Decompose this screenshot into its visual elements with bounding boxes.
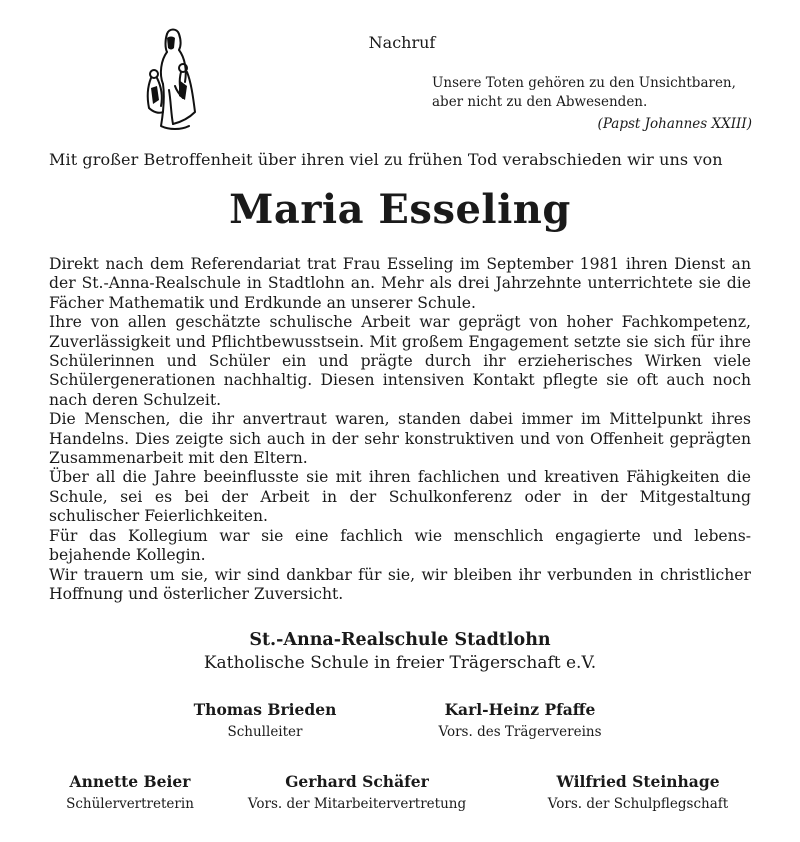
quote-source: (Papst Johannes XXIII) — [597, 116, 752, 132]
signatory-name: Annette Beier — [69, 772, 191, 791]
paragraph: Ihre von allen geschätzte schulische Arbeit war geprägt von hoher Fachkompetenz, Zuverlässigkeit und Pflichtbewusstsein. Mit großem Engagement setzte sie sich für ihre Schülerinnen und Schüler ein und prägte durch ihr erzieherisches Wirken viele Schülergenerationen nachhaltig. Diesen intensiven Kontakt pflegte sie oft auch noch nach deren Schulzeit. — [49, 313, 751, 409]
signatory-name: Gerhard Schäfer — [285, 772, 429, 791]
signatory — [165, 700, 365, 740]
signatory-role: Schülervertreterin — [66, 796, 194, 812]
st-anna-figure-logo — [143, 26, 201, 136]
quote-line-1: Unsere Toten gehören zu den Unsichtbaren, — [432, 75, 736, 91]
school-name: St.-Anna-Realschule Stadtlohn — [249, 630, 551, 650]
notice-title: Nachruf — [368, 33, 436, 52]
paragraph: Direkt nach dem Referendariat trat Frau Esseling im September 1981 ihren Dienst an der St.-Anna-Realschule in Stadtlohn an. Mehr als drei Jahrzehnte unterrichtete sie die Fächer Mathematik und Erdkunde an unserer Schule. — [49, 255, 751, 312]
intro-line: Mit großer Betroffenheit über ihren viel zu frühen Tod verabschieden wir uns von — [49, 150, 723, 169]
signatory-name: Wilfried Steinhage — [556, 772, 720, 791]
quote-line-2: aber nicht zu den Abwesenden. — [432, 94, 648, 110]
signatory-role: Schulleiter — [227, 724, 303, 740]
signatory — [232, 772, 482, 812]
deceased-name: Maria Esseling — [229, 186, 571, 233]
signatory — [420, 700, 620, 740]
paragraph: Für das Kollegium war sie eine fachlich wie menschlich engagierte und lebensbejahende Kollegin. — [49, 526, 751, 565]
signatory — [518, 772, 758, 812]
signatory-name: Thomas Brieden — [193, 700, 337, 719]
paragraph: Über all die Jahre beeinflusste sie mit ihren fachlichen und kreativen Fähigkeiten die Schule, sei es bei der Arbeit in der Schulkonferenz oder in der Mitgestaltung schulischer Feierlichkeiten. — [49, 468, 751, 526]
signatory-role: Vors. des Trägervereins — [438, 724, 602, 740]
school-carrier: Katholische Schule in freier Trägerschaft e.V. — [203, 653, 597, 673]
obituary-body — [49, 255, 751, 604]
signatory-role: Vors. der Schulpflegschaft — [547, 796, 729, 812]
signatory-name: Karl-Heinz Pfaffe — [444, 700, 596, 719]
memorial-quote — [432, 74, 752, 134]
signatory — [30, 772, 230, 812]
signatory-role: Vors. der Mitarbeitervertretung — [247, 796, 467, 812]
paragraph: Wir trauern um sie, wir sind dankbar für sie, wir bleiben ihr verbunden in christlicher Hoffnung und österlicher Zuversicht. — [49, 565, 751, 603]
paragraph: Die Menschen, die ihr anvertraut waren, standen dabei immer im Mittelpunkt ihres Handelns. Dies zeigte sich auch in der sehr konstruktiven und von Offenheit geprägten Zusammenarbeit mit den Eltern. — [49, 410, 751, 468]
